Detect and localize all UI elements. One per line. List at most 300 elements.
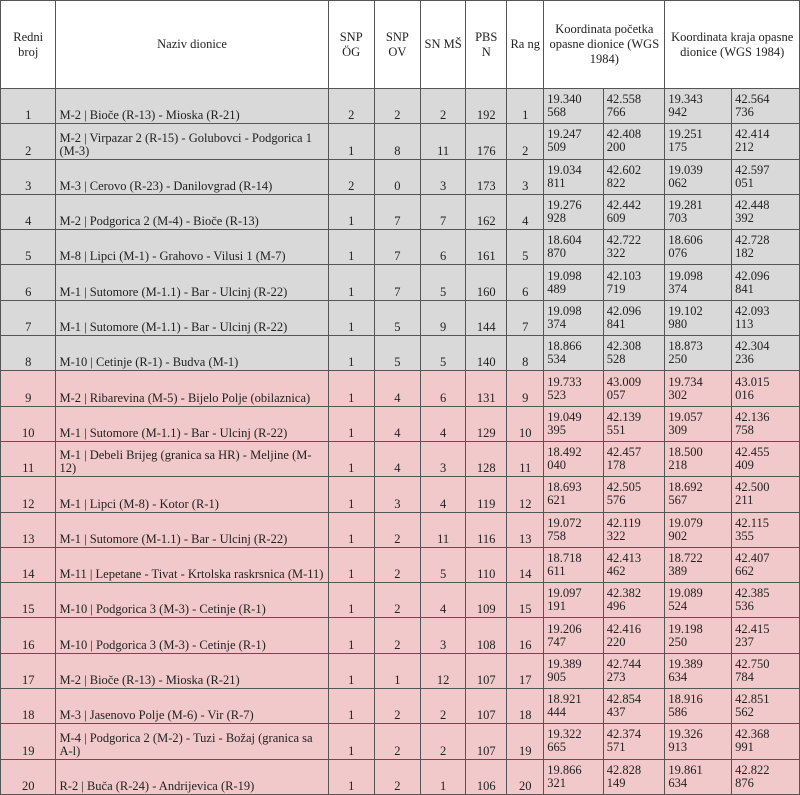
cell-start-lat [603, 124, 665, 159]
cell-start-lon [544, 653, 604, 688]
cell-rang: 4 [507, 194, 544, 229]
cell-rang: 16 [507, 618, 544, 653]
end-lon-int: 19.343 [668, 92, 703, 107]
end-lon-frac: 302 [668, 387, 688, 402]
end-lon-int: 19.039 [668, 162, 703, 177]
cell-end-lat [732, 441, 800, 476]
cell-end-lon [665, 653, 732, 688]
cell-redni-broj: 17 [1, 653, 56, 688]
cell-naziv-dionice: M-3 | Jasenovo Polje (M-6) - Vir (R-7) [56, 689, 328, 724]
cell-snp-ov: 0 [374, 159, 420, 194]
cell-sn-ms: 11 [421, 124, 466, 159]
cell-end-lat [732, 653, 800, 688]
header-rang: Ra ng [507, 1, 544, 89]
cell-rang: 10 [507, 406, 544, 441]
cell-end-lon [665, 230, 732, 265]
end-lat-int: 42.414 [735, 127, 770, 142]
cell-snp-og: 1 [328, 759, 374, 794]
cell-end-lon [665, 724, 732, 759]
cell-snp-og: 1 [328, 724, 374, 759]
cell-pbs-n: 131 [466, 371, 507, 406]
cell-start-lat [603, 689, 665, 724]
cell-redni-broj: 4 [1, 194, 56, 229]
cell-snp-og: 1 [328, 194, 374, 229]
cell-snp-og: 1 [328, 230, 374, 265]
end-lon-int: 18.916 [668, 692, 703, 707]
start-lat-int: 42.442 [606, 198, 642, 213]
cell-end-lon [665, 547, 732, 582]
cell-pbs-n: 192 [466, 89, 507, 124]
cell-snp-og: 1 [328, 689, 374, 724]
start-lon-frac: 523 [547, 387, 566, 402]
cell-snp-ov: 5 [374, 300, 420, 335]
start-lat-int: 42.457 [606, 445, 642, 460]
end-lat-int: 42.822 [735, 762, 770, 777]
cell-snp-og: 1 [328, 583, 374, 618]
start-lat-int: 42.382 [606, 586, 642, 601]
cell-rang: 20 [507, 759, 544, 794]
cell-snp-ov: 8 [374, 124, 420, 159]
end-lon-int: 19.281 [668, 198, 703, 213]
start-lat-int: 42.828 [606, 762, 642, 777]
cell-redni-broj: 19 [1, 724, 56, 759]
cell-start-lon [544, 124, 604, 159]
end-lon-frac: 913 [668, 740, 688, 755]
cell-naziv-dionice: M-1 | Sutomore (M-1.1) - Bar - Ulcinj (R-22) [56, 406, 328, 441]
start-lat-frac: 822 [606, 175, 626, 190]
header-row [1, 1, 800, 89]
start-lat-int: 42.602 [606, 162, 642, 177]
start-lat-frac: 437 [606, 705, 626, 720]
cell-snp-ov: 2 [374, 547, 420, 582]
start-lon-frac: 321 [547, 775, 566, 790]
table-row [1, 406, 800, 441]
start-lon-frac: 665 [547, 740, 566, 755]
start-lat-frac: 220 [606, 634, 626, 649]
cell-pbs-n: 107 [466, 653, 507, 688]
cell-snp-og: 1 [328, 653, 374, 688]
table-row [1, 265, 800, 300]
end-lon-frac: 250 [668, 634, 688, 649]
cell-rang: 8 [507, 336, 544, 371]
cell-start-lon [544, 194, 604, 229]
cell-naziv-dionice: M-1 | Lipci (M-8) - Kotor (R-1) [56, 477, 328, 512]
cell-redni-broj: 7 [1, 300, 56, 335]
cell-start-lon [544, 689, 604, 724]
cell-end-lat [732, 477, 800, 512]
start-lat-int: 42.722 [606, 233, 642, 248]
cell-end-lat [732, 547, 800, 582]
end-lat-int: 42.368 [735, 727, 770, 742]
start-lon-frac: 509 [547, 140, 566, 155]
cell-rang: 14 [507, 547, 544, 582]
start-lat-frac: 200 [606, 140, 626, 155]
cell-snp-og: 1 [328, 371, 374, 406]
cell-snp-ov: 2 [374, 583, 420, 618]
table-row [1, 477, 800, 512]
end-lon-int: 18.500 [668, 445, 703, 460]
start-lat-int: 42.308 [606, 339, 642, 354]
end-lat-frac: 113 [735, 316, 754, 331]
header-sn-ms: SN MŠ [421, 1, 466, 89]
cell-snp-og: 2 [328, 89, 374, 124]
start-lon-int: 19.733 [547, 374, 582, 389]
cell-start-lat [603, 300, 665, 335]
cell-naziv-dionice: M-2 | Podgorica 2 (M-4) - Bioče (R-13) [56, 194, 328, 229]
end-lon-frac: 980 [668, 316, 688, 331]
cell-start-lat [603, 371, 665, 406]
cell-naziv-dionice: M-11 | Lepetane - Tivat - Krtolska raskrsnica (M-11) [56, 547, 328, 582]
cell-end-lon [665, 759, 732, 794]
start-lon-frac: 870 [547, 246, 566, 261]
end-lat-frac: 536 [735, 599, 754, 614]
header-naziv-dionice: Naziv dionice [56, 1, 328, 89]
table-row [1, 512, 800, 547]
cell-pbs-n: 176 [466, 124, 507, 159]
cell-snp-ov: 3 [374, 477, 420, 512]
cell-end-lat [732, 759, 800, 794]
start-lat-int: 42.374 [606, 727, 642, 742]
start-lon-int: 19.098 [547, 303, 582, 318]
cell-start-lon [544, 300, 604, 335]
table-row [1, 230, 800, 265]
end-lat-frac: 212 [735, 140, 754, 155]
table-row [1, 547, 800, 582]
table-row [1, 371, 800, 406]
start-lon-int: 19.206 [547, 621, 582, 636]
end-lat-frac: 211 [735, 493, 754, 508]
table-row [1, 300, 800, 335]
cell-snp-og: 1 [328, 477, 374, 512]
cell-pbs-n: 173 [466, 159, 507, 194]
cell-start-lat [603, 759, 665, 794]
start-lon-frac: 758 [547, 528, 566, 543]
cell-snp-ov: 1 [374, 653, 420, 688]
cell-redni-broj: 18 [1, 689, 56, 724]
cell-pbs-n: 110 [466, 547, 507, 582]
start-lon-frac: 040 [547, 458, 566, 473]
cell-end-lat [732, 618, 800, 653]
cell-snp-og: 1 [328, 300, 374, 335]
start-lat-frac: 841 [606, 316, 626, 331]
table-row [1, 759, 800, 794]
end-lon-int: 19.102 [668, 303, 703, 318]
cell-rang: 12 [507, 477, 544, 512]
end-lat-int: 42.564 [735, 92, 770, 107]
cell-redni-broj: 15 [1, 583, 56, 618]
cell-redni-broj: 3 [1, 159, 56, 194]
end-lon-int: 18.722 [668, 551, 703, 565]
cell-snp-ov: 4 [374, 406, 420, 441]
cell-sn-ms: 5 [421, 547, 466, 582]
start-lat-int: 42.854 [606, 692, 642, 707]
end-lat-frac: 562 [735, 705, 754, 720]
cell-start-lat [603, 194, 665, 229]
end-lon-frac: 309 [668, 422, 688, 437]
end-lat-frac: 051 [735, 175, 754, 190]
cell-sn-ms: 4 [421, 406, 466, 441]
cell-end-lat [732, 194, 800, 229]
end-lat-int: 42.115 [735, 515, 770, 530]
cell-rang: 9 [507, 371, 544, 406]
cell-sn-ms: 6 [421, 230, 466, 265]
cell-snp-ov: 4 [374, 441, 420, 476]
end-lon-int: 19.326 [668, 727, 703, 742]
end-lon-int: 19.198 [668, 621, 703, 636]
cell-snp-og: 1 [328, 618, 374, 653]
cell-start-lat [603, 265, 665, 300]
cell-snp-ov: 7 [374, 230, 420, 265]
cell-sn-ms: 2 [421, 724, 466, 759]
cell-start-lon [544, 441, 604, 476]
cell-redni-broj: 6 [1, 265, 56, 300]
cell-start-lon [544, 547, 604, 582]
cell-start-lat [603, 230, 665, 265]
start-lon-int: 18.921 [547, 692, 582, 707]
cell-start-lon [544, 89, 604, 124]
end-lat-int: 43.015 [735, 374, 770, 389]
cell-redni-broj: 12 [1, 477, 56, 512]
start-lon-int: 19.097 [547, 586, 582, 601]
cell-snp-og: 2 [328, 159, 374, 194]
header-snp-ov: SNP OV [374, 1, 420, 89]
cell-end-lat [732, 724, 800, 759]
start-lat-int: 42.408 [606, 127, 642, 142]
cell-end-lon [665, 512, 732, 547]
cell-start-lat [603, 653, 665, 688]
cell-sn-ms: 11 [421, 512, 466, 547]
start-lat-frac: 057 [606, 387, 626, 402]
cell-start-lon [544, 371, 604, 406]
start-lon-int: 18.492 [547, 445, 582, 460]
cell-rang: 15 [507, 583, 544, 618]
end-lat-int: 42.407 [735, 551, 770, 565]
start-lon-frac: 395 [547, 422, 566, 437]
end-lon-frac: 942 [668, 105, 688, 120]
end-lat-int: 42.096 [735, 268, 770, 283]
cell-sn-ms: 9 [421, 300, 466, 335]
cell-end-lon [665, 265, 732, 300]
end-lon-frac: 634 [668, 775, 688, 790]
start-lat-int: 42.103 [606, 268, 642, 283]
cell-snp-ov: 2 [374, 724, 420, 759]
start-lon-int: 19.340 [547, 92, 582, 107]
cell-start-lon [544, 265, 604, 300]
cell-redni-broj: 1 [1, 89, 56, 124]
cell-end-lat [732, 265, 800, 300]
cell-end-lat [732, 406, 800, 441]
start-lon-frac: 568 [547, 105, 566, 120]
cell-naziv-dionice: M-1 | Sutomore (M-1.1) - Bar - Ulcinj (R-22) [56, 512, 328, 547]
start-lat-int: 42.416 [606, 621, 642, 636]
cell-rang: 13 [507, 512, 544, 547]
end-lon-frac: 250 [668, 352, 688, 367]
start-lon-frac: 811 [547, 175, 566, 190]
cell-sn-ms: 4 [421, 583, 466, 618]
cell-start-lon [544, 230, 604, 265]
cell-sn-ms: 3 [421, 618, 466, 653]
cell-end-lat [732, 230, 800, 265]
cell-snp-og: 1 [328, 512, 374, 547]
table-row [1, 194, 800, 229]
end-lon-frac: 586 [668, 705, 688, 720]
start-lat-frac: 551 [606, 422, 626, 437]
cell-end-lat [732, 124, 800, 159]
cell-sn-ms: 2 [421, 89, 466, 124]
cell-redni-broj: 20 [1, 759, 56, 794]
cell-end-lon [665, 406, 732, 441]
cell-naziv-dionice: M-1 | Debeli Brijeg (granica sa HR) - Meljine (M-12) [56, 441, 328, 476]
start-lat-frac: 322 [606, 528, 626, 543]
cell-rang: 1 [507, 89, 544, 124]
end-lon-int: 19.098 [668, 268, 703, 283]
cell-snp-ov: 2 [374, 618, 420, 653]
cell-rang: 5 [507, 230, 544, 265]
end-lon-int: 19.389 [668, 656, 703, 671]
start-lat-int: 42.744 [606, 656, 642, 671]
cell-snp-ov: 5 [374, 336, 420, 371]
end-lon-int: 18.873 [668, 339, 703, 354]
cell-end-lat [732, 689, 800, 724]
end-lat-frac: 182 [735, 246, 754, 261]
start-lon-int: 19.098 [547, 268, 582, 283]
start-lon-frac: 534 [547, 352, 566, 367]
cell-sn-ms: 2 [421, 689, 466, 724]
cell-end-lon [665, 583, 732, 618]
cell-sn-ms: 5 [421, 265, 466, 300]
cell-naziv-dionice: R-2 | Buča (R-24) - Andrijevica (R-19) [56, 759, 328, 794]
end-lon-int: 19.251 [668, 127, 703, 142]
start-lon-int: 19.322 [547, 727, 582, 742]
end-lon-frac: 389 [668, 564, 688, 578]
start-lon-int: 19.389 [547, 656, 582, 671]
start-lat-frac: 576 [606, 493, 626, 508]
start-lat-frac: 496 [606, 599, 626, 614]
end-lat-int: 42.385 [735, 586, 770, 601]
cell-end-lat [732, 583, 800, 618]
cell-naziv-dionice: M-2 | Bioče (R-13) - Mioska (R-21) [56, 89, 328, 124]
cell-pbs-n: 108 [466, 618, 507, 653]
cell-end-lon [665, 159, 732, 194]
end-lat-int: 42.455 [735, 445, 770, 460]
start-lon-frac: 444 [547, 705, 566, 720]
end-lon-frac: 524 [668, 599, 688, 614]
start-lat-frac: 178 [606, 458, 626, 473]
end-lon-int: 18.606 [668, 233, 703, 248]
header-koordinata-kraja: Koordinata kraja opasne dionice (WGS 1984) [665, 1, 800, 89]
cell-redni-broj: 11 [1, 441, 56, 476]
cell-pbs-n: 128 [466, 441, 507, 476]
end-lat-int: 42.728 [735, 233, 770, 248]
cell-snp-ov: 2 [374, 759, 420, 794]
cell-sn-ms: 12 [421, 653, 466, 688]
cell-pbs-n: 109 [466, 583, 507, 618]
cell-start-lat [603, 406, 665, 441]
cell-snp-ov: 4 [374, 371, 420, 406]
start-lon-int: 19.276 [547, 198, 582, 213]
cell-end-lon [665, 300, 732, 335]
cell-snp-ov: 2 [374, 89, 420, 124]
cell-start-lat [603, 512, 665, 547]
table-row [1, 724, 800, 759]
cell-redni-broj: 5 [1, 230, 56, 265]
end-lat-frac: 662 [735, 564, 754, 578]
start-lat-frac: 273 [606, 669, 626, 684]
cell-start-lat [603, 547, 665, 582]
cell-redni-broj: 13 [1, 512, 56, 547]
end-lon-int: 18.692 [668, 480, 703, 495]
cell-start-lat [603, 618, 665, 653]
cell-snp-og: 1 [328, 124, 374, 159]
table-row [1, 124, 800, 159]
start-lon-int: 18.866 [547, 339, 582, 354]
cell-end-lon [665, 89, 732, 124]
end-lon-frac: 567 [668, 493, 688, 508]
cell-naziv-dionice: M-10 | Cetinje (R-1) - Budva (M-1) [56, 336, 328, 371]
cell-start-lat [603, 336, 665, 371]
start-lon-frac: 374 [547, 316, 566, 331]
end-lat-frac: 876 [735, 775, 754, 790]
end-lat-int: 42.093 [735, 303, 770, 318]
cell-pbs-n: 160 [466, 265, 507, 300]
start-lon-int: 19.034 [547, 162, 582, 177]
cell-start-lon [544, 583, 604, 618]
start-lon-frac: 489 [547, 281, 566, 296]
header-pbs-n: PBS N [466, 1, 507, 89]
cell-pbs-n: 162 [466, 194, 507, 229]
end-lon-frac: 374 [668, 281, 688, 296]
start-lon-frac: 747 [547, 634, 566, 649]
end-lat-int: 42.304 [735, 339, 770, 354]
end-lon-frac: 634 [668, 669, 688, 684]
cell-pbs-n: 107 [466, 724, 507, 759]
cell-start-lat [603, 583, 665, 618]
start-lon-frac: 611 [547, 564, 566, 578]
cell-pbs-n: 140 [466, 336, 507, 371]
end-lon-int: 19.079 [668, 515, 703, 530]
cell-rang: 6 [507, 265, 544, 300]
cell-naziv-dionice: M-2 | Virpazar 2 (R-15) - Golubovci - Podgorica 1 (M-3) [56, 124, 328, 159]
end-lat-int: 42.597 [735, 162, 770, 177]
end-lon-int: 19.861 [668, 762, 703, 777]
end-lat-int: 42.750 [735, 656, 770, 671]
start-lat-int: 42.413 [606, 551, 642, 565]
cell-pbs-n: 116 [466, 512, 507, 547]
end-lat-frac: 016 [735, 387, 754, 402]
cell-end-lat [732, 336, 800, 371]
end-lon-frac: 218 [668, 458, 688, 473]
table-row [1, 653, 800, 688]
cell-naziv-dionice: M-2 | Bioče (R-13) - Mioska (R-21) [56, 653, 328, 688]
cell-redni-broj: 9 [1, 371, 56, 406]
table-row [1, 583, 800, 618]
cell-sn-ms: 3 [421, 159, 466, 194]
cell-pbs-n: 144 [466, 300, 507, 335]
cell-redni-broj: 2 [1, 124, 56, 159]
cell-snp-ov: 2 [374, 689, 420, 724]
end-lat-frac: 355 [735, 528, 754, 543]
cell-naziv-dionice: M-10 | Podgorica 3 (M-3) - Cetinje (R-1) [56, 583, 328, 618]
start-lon-int: 18.693 [547, 480, 582, 495]
start-lat-frac: 766 [606, 105, 626, 120]
start-lon-int: 18.718 [547, 551, 582, 565]
cell-rang: 7 [507, 300, 544, 335]
cell-end-lat [732, 300, 800, 335]
cell-end-lat [732, 159, 800, 194]
cell-start-lat [603, 89, 665, 124]
cell-start-lon [544, 759, 604, 794]
cell-sn-ms: 4 [421, 477, 466, 512]
